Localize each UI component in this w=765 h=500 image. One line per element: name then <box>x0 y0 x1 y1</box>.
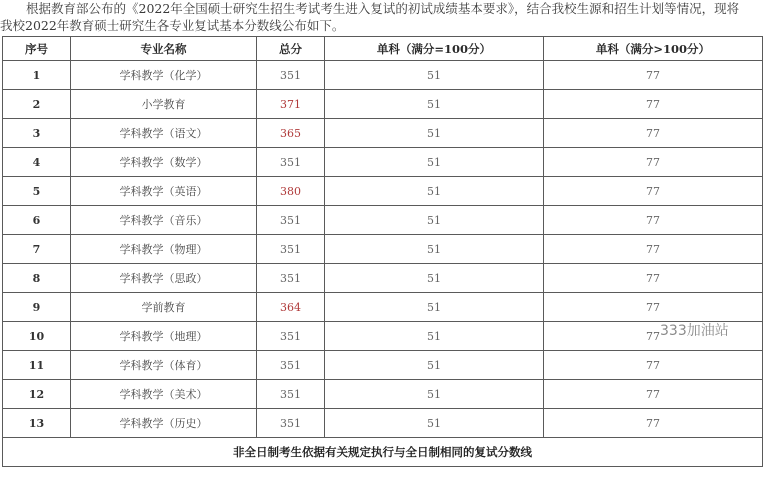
row-major: 学科教学（数学） <box>71 148 257 177</box>
row-index: 9 <box>3 293 71 322</box>
row-single-over-100: 77 <box>544 409 763 438</box>
row-single-100: 51 <box>325 380 544 409</box>
row-total: 351 <box>257 235 325 264</box>
row-major: 学科教学（思政） <box>71 264 257 293</box>
row-single-100: 51 <box>325 177 544 206</box>
row-total: 351 <box>257 264 325 293</box>
table-row <box>3 351 763 380</box>
row-total: 351 <box>257 351 325 380</box>
table-row <box>3 409 763 438</box>
table-row <box>3 293 763 322</box>
footer-row <box>3 438 763 467</box>
row-single-over-100: 77 <box>544 380 763 409</box>
table-row <box>3 61 763 90</box>
row-major: 学科教学（语文） <box>71 119 257 148</box>
row-index: 8 <box>3 264 71 293</box>
row-single-over-100: 77 <box>544 264 763 293</box>
table-row <box>3 119 763 148</box>
row-major: 学科教学（美术） <box>71 380 257 409</box>
row-index: 2 <box>3 90 71 119</box>
row-single-over-100: 77 <box>544 177 763 206</box>
row-single-over-100: 77 <box>544 206 763 235</box>
row-index: 6 <box>3 206 71 235</box>
intro-line-2: 我校2022年教育硕士研究生各专业复试基本分数线公布如下。 <box>0 18 345 33</box>
row-single-100: 51 <box>325 409 544 438</box>
row-index: 5 <box>3 177 71 206</box>
row-single-over-100: 77 <box>544 61 763 90</box>
row-single-over-100: 77 <box>544 119 763 148</box>
table-row <box>3 322 763 351</box>
row-index: 13 <box>3 409 71 438</box>
row-single-100: 51 <box>325 61 544 90</box>
row-major: 学科教学（物理） <box>71 235 257 264</box>
row-total: 371 <box>257 90 325 119</box>
row-major: 学前教育 <box>71 293 257 322</box>
row-index: 10 <box>3 322 71 351</box>
row-single-100: 51 <box>325 119 544 148</box>
row-total: 351 <box>257 206 325 235</box>
row-single-100: 51 <box>325 322 544 351</box>
row-single-over-100: 77 <box>544 235 763 264</box>
row-total: 365 <box>257 119 325 148</box>
row-single-over-100: 77 <box>544 148 763 177</box>
table-row <box>3 380 763 409</box>
row-single-over-100: 77 <box>544 293 763 322</box>
row-index: 1 <box>3 61 71 90</box>
score-table <box>2 36 763 467</box>
row-total: 351 <box>257 322 325 351</box>
header-major: 专业名称 <box>71 37 257 61</box>
row-index: 3 <box>3 119 71 148</box>
row-major: 小学教育 <box>71 90 257 119</box>
table-row <box>3 148 763 177</box>
footer-note: 非全日制考生依据有关规定执行与全日制相同的复试分数线 <box>3 438 763 467</box>
row-single-100: 51 <box>325 351 544 380</box>
row-total: 351 <box>257 148 325 177</box>
table-body <box>3 61 763 438</box>
row-single-100: 51 <box>325 206 544 235</box>
row-single-100: 51 <box>325 148 544 177</box>
table-row <box>3 235 763 264</box>
row-total: 351 <box>257 380 325 409</box>
watermark: 333加油站 <box>660 323 729 339</box>
table-row <box>3 90 763 119</box>
header-index: 序号 <box>3 37 71 61</box>
row-single-over-100: 77 <box>544 351 763 380</box>
row-major: 学科教学（体育） <box>71 351 257 380</box>
row-single-over-100: 77 <box>544 322 763 351</box>
row-single-100: 51 <box>325 235 544 264</box>
row-index: 7 <box>3 235 71 264</box>
row-total: 364 <box>257 293 325 322</box>
header-total: 总分 <box>257 37 325 61</box>
header-single-100: 单科（满分=100分） <box>325 37 544 61</box>
table-row <box>3 177 763 206</box>
row-total: 351 <box>257 61 325 90</box>
row-total: 380 <box>257 177 325 206</box>
row-major: 学科教学（英语） <box>71 177 257 206</box>
table-header-row <box>3 37 763 61</box>
intro-line-1: 根据教育部公布的《2022年全国硕士研究生招生考试考生进入复试的初试成绩基本要求》，结合我校生源和招生计划等情况，现将 <box>26 1 740 16</box>
row-major: 学科教学（地理） <box>71 322 257 351</box>
row-major: 学科教学（音乐） <box>71 206 257 235</box>
row-index: 11 <box>3 351 71 380</box>
row-total: 351 <box>257 409 325 438</box>
intro-paragraph <box>0 0 765 34</box>
row-single-100: 51 <box>325 264 544 293</box>
table-row <box>3 264 763 293</box>
row-major: 学科教学（化学） <box>71 61 257 90</box>
row-single-100: 51 <box>325 293 544 322</box>
row-single-100: 51 <box>325 90 544 119</box>
row-single-over-100: 77 <box>544 90 763 119</box>
row-major: 学科教学（历史） <box>71 409 257 438</box>
table-row <box>3 206 763 235</box>
row-index: 4 <box>3 148 71 177</box>
header-single-over-100: 单科（满分>100分） <box>544 37 763 61</box>
row-index: 12 <box>3 380 71 409</box>
